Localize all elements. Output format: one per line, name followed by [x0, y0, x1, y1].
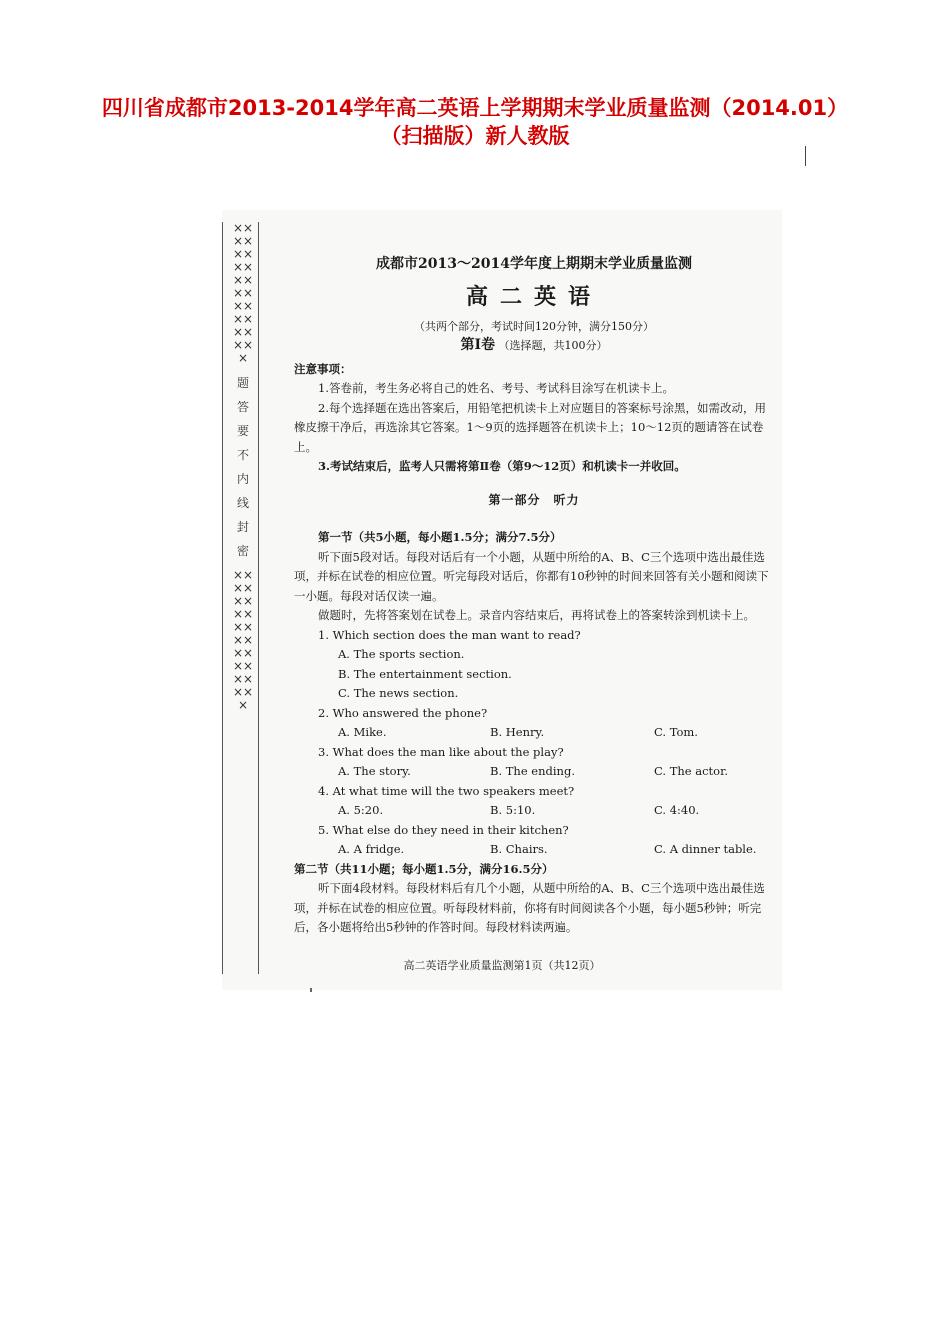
question-5: 5. What else do they need in their kitchen?	[318, 822, 569, 837]
section1-instructions: 听下面5段对话。每段对话后有一个小题，从题中所给的A、B、C三个选项中选出最佳选项，并标在试卷的相应位置。听完每段对话后，你都有10秒钟的时间来回答有关小题和阅读下一小题。每段对话仅读一遍。	[294, 549, 769, 603]
scan-mark	[805, 146, 806, 166]
section2-heading: 第二节（共11小题；每小题1.5分，满分16.5分）	[294, 861, 554, 876]
option-2c: C. Tom.	[654, 725, 698, 739]
option-5a: A. A fridge.	[338, 842, 405, 856]
option-4b: B. 5:10.	[490, 803, 536, 817]
note-item: 3.考试结束后，监考人只需将第Ⅱ卷（第9～12页）和机读卡一并收回。	[318, 459, 686, 473]
option-5b: B. Chairs.	[490, 842, 548, 856]
volume-note: （选择题，共100分）	[498, 339, 608, 352]
option-4c: C. 4:40.	[654, 803, 700, 817]
options-4	[294, 801, 774, 821]
option-3a: A. The story.	[338, 764, 411, 778]
volume-header	[294, 336, 774, 356]
note-item: 2.每个选择题在选出答案后，用铅笔把机读卡上对应题目的答案标号涂黑，如需改动，用橡皮擦干净后，再选涂其它答案。1～9页的选择题答在机读卡上；10～12页的题请答在试卷上。	[294, 400, 766, 454]
option-2a: A. Mike.	[338, 725, 387, 739]
option-3b: B. The ending.	[490, 764, 575, 778]
options-3	[294, 762, 774, 782]
seal-char: 密	[236, 544, 249, 558]
exam-subject: 高二英语	[465, 283, 602, 310]
exam-info: （共两个部分，考试时间120分钟，满分150分）	[414, 319, 654, 333]
options-5	[294, 840, 774, 860]
scan-speck	[310, 988, 312, 992]
notes-heading: 注意事项：	[294, 361, 352, 376]
question-1: 1. Which section does the man want to read?	[318, 627, 581, 642]
gutter-crosses-top: ×××××××××××××××××××××	[232, 222, 254, 365]
question-3: 3. What does the man like about the play?	[318, 744, 564, 759]
seal-line-text	[232, 371, 254, 563]
option-1b: B. The entertainment section.	[338, 666, 512, 681]
seal-char: 封	[236, 520, 249, 534]
part-heading: 第一部分 听力	[488, 492, 580, 507]
option-2b: B. Henry.	[490, 725, 545, 739]
question-2: 2. Who answered the phone?	[318, 705, 488, 720]
section2-instructions: 听下面4段材料。每段材料后有几个小题，从题中所给的A、B、C三个选项中选出最佳选项，并标在试卷的相应位置。听每段材料前，你将有时间阅读各个小题，每小题5秒钟；听完后，各小题将给出5秒钟的作答时间。每段材料读两遍。	[294, 881, 765, 934]
exam-heading: 成都市2013～2014学年度上期期末学业质量监测	[376, 256, 692, 272]
question-4: 4. At what time will the two speakers meet?	[318, 783, 575, 798]
binding-rule-right	[258, 222, 259, 974]
volume-label: 第Ⅰ卷	[460, 337, 496, 353]
option-1a: A. The sports section.	[338, 647, 465, 661]
seal-char: 不	[236, 448, 249, 462]
exam-content	[294, 255, 774, 938]
binding-rule-left	[222, 222, 223, 974]
option-3c: C. The actor.	[654, 764, 728, 778]
option-1c: C. The news section.	[338, 686, 459, 700]
binding-gutter	[232, 222, 254, 972]
section1-heading: 第一节（共5小题，每小题1.5分；满分7.5分）	[318, 530, 562, 544]
note-item: 1.答卷前，考生务必将自己的姓名、考号、考试科目涂写在机读卡上。	[318, 381, 674, 395]
option-4a: A. 5:20.	[338, 803, 384, 817]
seal-char: 题	[236, 376, 249, 390]
document-title-line1: 四川省成都市2013-2014学年高二英语上学期期末学业质量监测（2014.01）	[101, 96, 849, 120]
option-5c: C. A dinner table.	[654, 842, 757, 856]
options-2	[294, 723, 774, 743]
seal-char: 线	[236, 496, 249, 510]
seal-char: 要	[236, 424, 249, 438]
seal-char: 答	[236, 400, 249, 414]
page-footer: 高二英语学业质量监测第1页（共12页）	[403, 959, 601, 972]
seal-char: 内	[236, 472, 249, 486]
section1-instructions: 做题时，先将答案划在试卷上。录音内容结束后，再将试卷上的答案转涂到机读卡上。	[318, 608, 755, 622]
gutter-crosses-bottom: ×××××××××××××××××××××	[232, 568, 254, 712]
document-title-line2: （扫描版）新人教版	[380, 124, 570, 148]
